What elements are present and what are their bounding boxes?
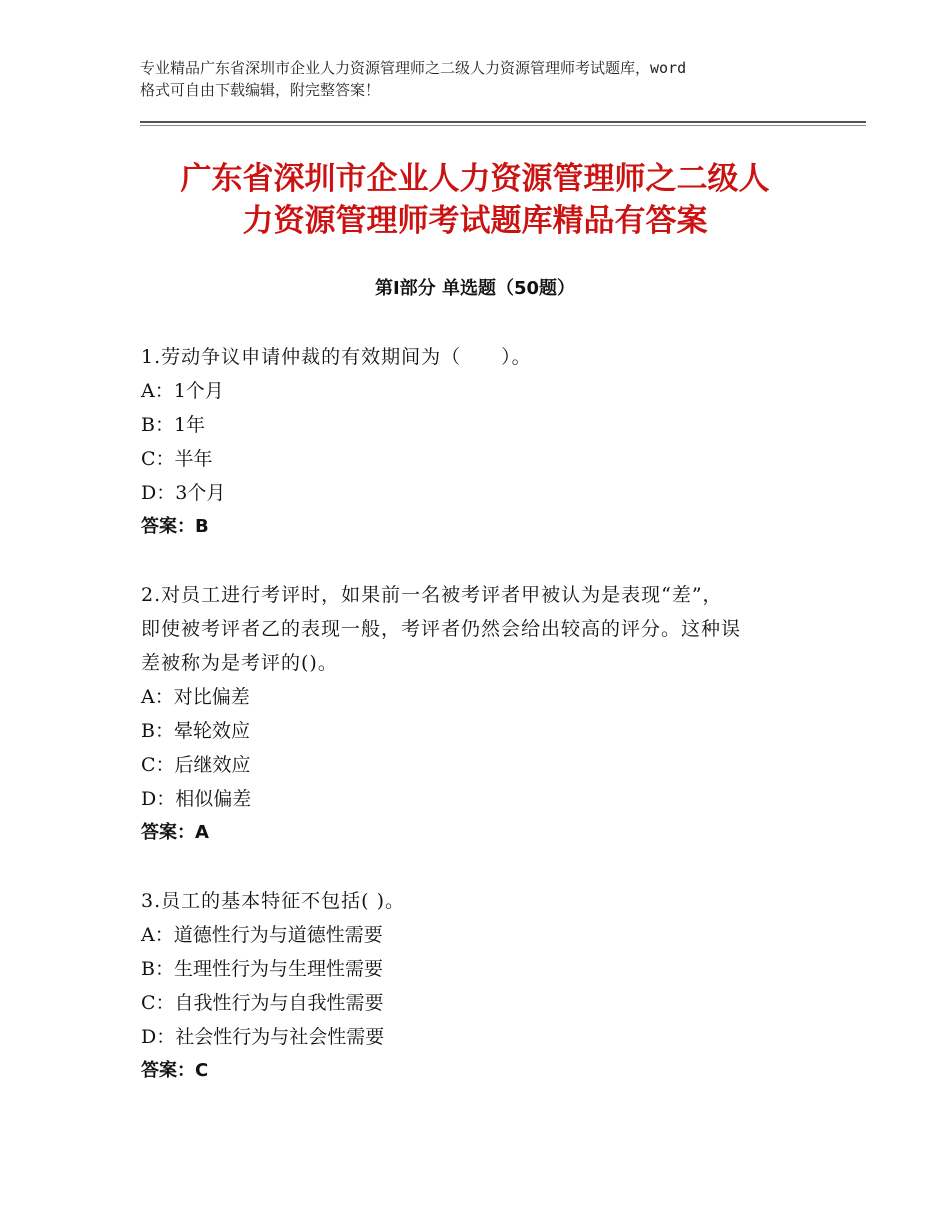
question-2: [141, 578, 811, 850]
option-a: A：对比偏差: [141, 686, 250, 708]
header-note: [140, 57, 830, 101]
question-stem: 1.劳动争议申请仲裁的有效期间为（ ）。: [141, 346, 532, 368]
question-list: [141, 340, 811, 1122]
question-stem-line-3: 差被称为是考评的()。: [141, 652, 338, 674]
section-heading: 第Ⅰ部分 单选题（50题）: [374, 278, 575, 299]
option-c: C：半年: [141, 448, 213, 470]
option-d: D：相似偏差: [141, 788, 252, 810]
question-stem-line-2: 即使被考评者乙的表现一般，考评者仍然会给出较高的评分。这种误: [141, 618, 742, 640]
option-b: B：生理性行为与生理性需要: [141, 958, 383, 980]
header-note-line-2: 格式可自由下载编辑，附完整答案！: [140, 81, 381, 99]
question-stem-line-1: 2.对员工进行考评时，如果前一名被考评者甲被认为是表现“差”，: [141, 584, 723, 606]
option-c: C：后继效应: [141, 754, 251, 776]
document-title-line-1: 广东省深圳市企业人力资源管理师之二级人: [180, 161, 770, 197]
document-title: [100, 158, 850, 242]
answer-label: 答案：A: [141, 822, 209, 843]
option-a: A：1个月: [141, 380, 224, 402]
answer-label: 答案：C: [141, 1060, 209, 1081]
question-3: [141, 884, 811, 1088]
option-b: B：1年: [141, 414, 206, 436]
answer-label: 答案：B: [141, 516, 209, 537]
option-b: B：晕轮效应: [141, 720, 250, 742]
option-d: D：3个月: [141, 482, 226, 504]
question-1: [141, 340, 811, 544]
option-c: C：自我性行为与自我性需要: [141, 992, 384, 1014]
document-title-line-2: 力资源管理师考试题库精品有答案: [242, 203, 708, 239]
question-stem: 3.员工的基本特征不包括( )。: [141, 890, 405, 912]
header-divider-thick: [140, 121, 866, 123]
header-note-line-1: 专业精品广东省深圳市企业人力资源管理师之二级人力资源管理师考试题库，word: [140, 59, 687, 77]
option-a: A：道德性行为与道德性需要: [141, 924, 383, 946]
header-divider-thin: [140, 125, 866, 126]
option-d: D：社会性行为与社会性需要: [141, 1026, 385, 1048]
